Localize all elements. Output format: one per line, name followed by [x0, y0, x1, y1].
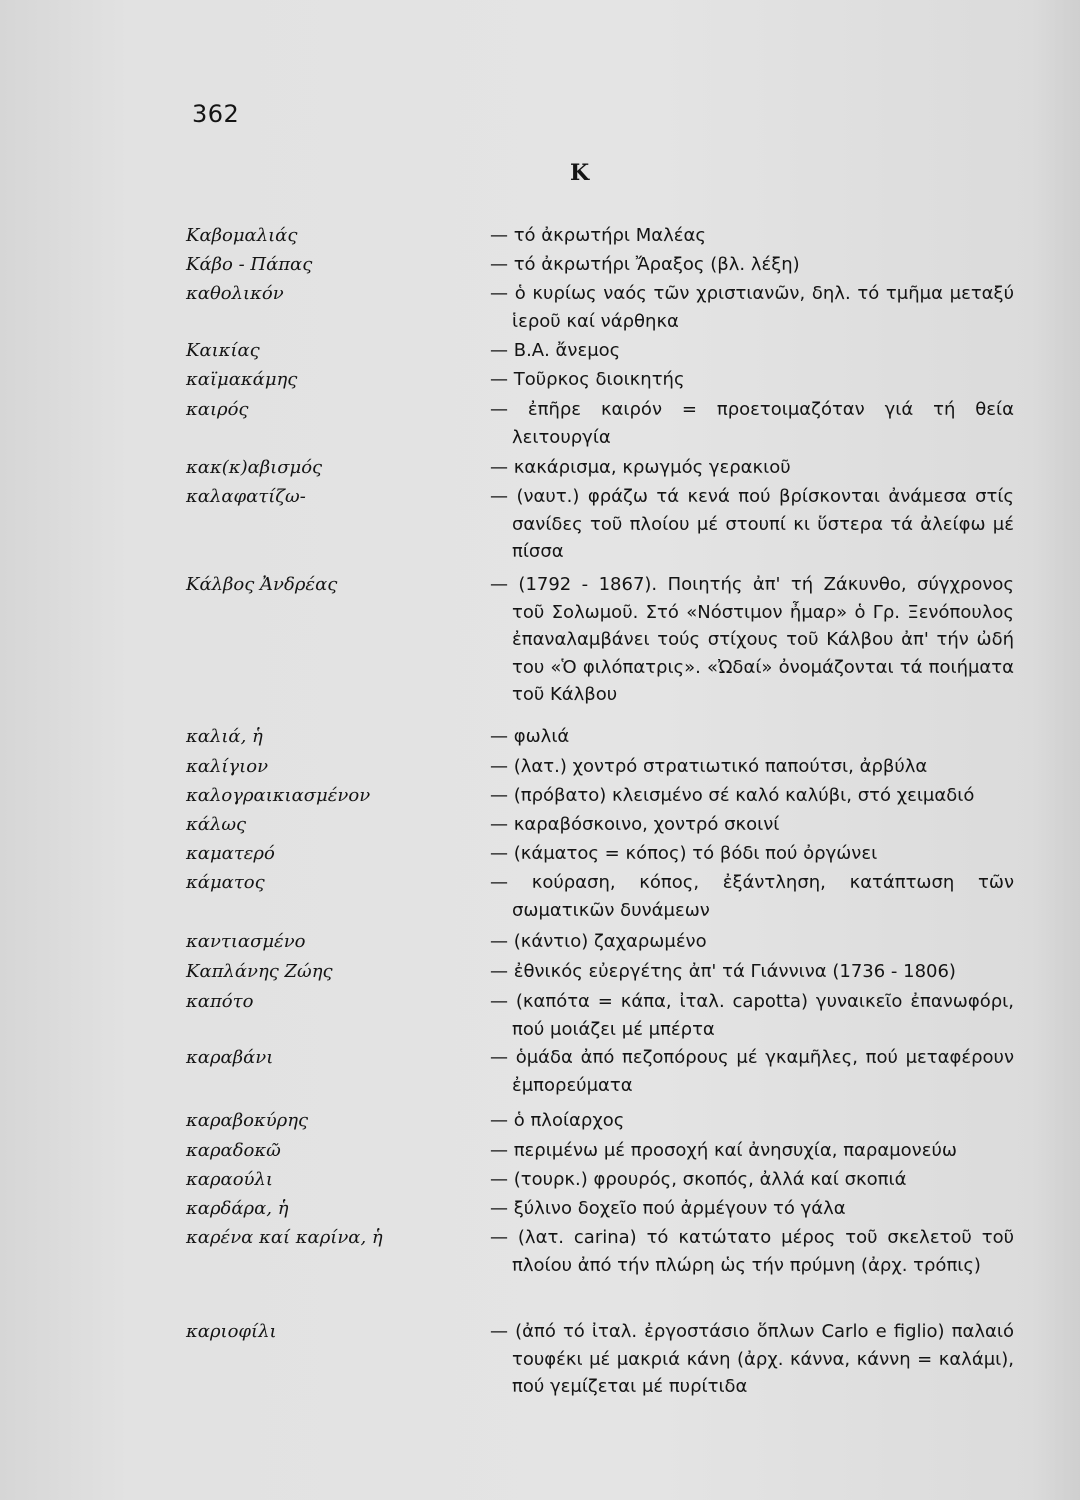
entry-term: κάλως [186, 814, 247, 835]
entry-definition: — τό ἀκρωτήρι Ἄραξος (βλ. λέξη) [490, 254, 800, 275]
page-number: 362 [192, 100, 240, 128]
entry-term: καιρός [186, 399, 249, 420]
entry-term: Κάβο - Πάπας [186, 254, 313, 275]
entry-term: Καικίας [186, 340, 260, 361]
entry-term: καλογραικιασμένον [186, 785, 371, 806]
entry-definition: — κακάρισμα, κρωγμός γερακιοῦ [490, 457, 791, 478]
page-shadow-edge [1032, 0, 1080, 1500]
entry-definition: — ἐπῆρε καιρόν = προετοιμαζόταν γιά τή θεία λειτουργία [490, 399, 1014, 448]
entry-definition: — (κάντιο) ζαχαρωμένο [490, 931, 707, 952]
entry-term: καπότο [186, 991, 254, 1012]
entry-term: καραβάνι [186, 1047, 274, 1068]
entry-term: Καβομαλιάς [186, 225, 298, 246]
entry-definition: — Β.Α. ἄνεμος [490, 340, 621, 361]
entry-definition: — (λατ.) χοντρό στρατιωτικό παπούτσι, ἀρβύλα [490, 756, 928, 777]
entry-definition: — ἐθνικός εὐεργέτης ἀπ' τά Γιάννινα (1736 - 1806) [490, 961, 956, 982]
entry-term: Καπλάνης Ζώης [186, 961, 333, 982]
entry-definition: — ξύλινο δοχεῖο πού ἀρμέγουν τό γάλα [490, 1198, 846, 1219]
entry-definition: — τό ἀκρωτήρι Μαλέας [490, 225, 706, 246]
entry-definition: — (καπότα = κάπα, ἰταλ. capotta) γυναικεῖο ἐπανωφόρι, πού μοιάζει μέ μπέρτα [490, 991, 1014, 1040]
entry-definition: — περιμένω μέ προσοχή καί ἀνησυχία, παραμονεύω [490, 1140, 957, 1161]
entry-definition: — (1792 - 1867). Ποιητής ἀπ' τή Ζάκυνθο, σύγχρονος τοῦ Σολωμοῦ. Στό «Νόστιμον ἦμαρ» ὁ Γρ. Ξενόπουλος ἐπαναλαμβάνει τούς στίχους τοῦ Κάλβου ἀπ' τήν ὠδή του «Ὁ φιλόπατρις». «Ὠδαί» ὀνομάζονται τά ποιήματα τοῦ Κάλβου [490, 574, 1014, 705]
entry-definition: — Τοῦρκος διοικητής [490, 369, 685, 390]
entry-definition: — καραβόσκοινο, χοντρό σκοινί [490, 814, 780, 835]
entry-definition: — (ἀπό τό ἰταλ. ἐργοστάσιο ὅπλων Carlo e figlio) παλαιό τουφέκι μέ μακριά κάνη (ἀρχ. κάννα, κάννη = καλάμι), πού γεμίζεται μέ πυρίτιδα [490, 1321, 1014, 1397]
entry-term: κάματος [186, 872, 265, 893]
entry-term: καϊμακάμης [186, 369, 298, 390]
section-letter: Κ [570, 160, 590, 186]
entry-term: κακ(κ)αβισμός [186, 457, 323, 478]
entry-term: καραδοκῶ [186, 1140, 281, 1161]
entry-term: καλίγιον [186, 756, 269, 777]
entry-definition: — κούραση, κόπος, ἐξάντληση, κατάπτωση τῶν σωματικῶν δυνάμεων [490, 872, 1014, 921]
entry-term: καθολικόν [186, 283, 284, 304]
entry-term: Κάλβος Ἀνδρέας [186, 574, 338, 595]
entry-definition: — ὁ κυρίως ναός τῶν χριστιανῶν, δηλ. τό τμῆμα μεταξύ ἱεροῦ καί νάρθηκα [490, 283, 1014, 332]
entry-term: καρδάρα, ἡ [186, 1198, 289, 1219]
entry-term: καματερό [186, 843, 275, 864]
entry-term: καλιά, ἡ [186, 726, 263, 747]
entry-definition: — (πρόβατο) κλεισμένο σέ καλό καλύβι, στό χειμαδιό [490, 785, 975, 806]
entry-term: καρένα καί καρίνα, ἡ [186, 1227, 383, 1248]
entry-term: καλαφατίζω- [186, 486, 306, 507]
entry-definition: — (ναυτ.) φράζω τά κενά πού βρίσκονται ἀνάμεσα στίς σανίδες τοῦ πλοίου μέ στουπί κι ὕστερα τά ἀλείφω μέ πίσσα [490, 486, 1014, 562]
entry-definition: — (τουρκ.) φρουρός, σκοπός, ἀλλά καί σκοπιά [490, 1169, 907, 1190]
entry-definition: — φωλιά [490, 726, 570, 747]
entry-definition: — (κάματος = κόπος) τό βόδι πού ὀργώνει [490, 843, 878, 864]
entry-definition: — ὁμάδα ἀπό πεζοπόρους μέ γκαμῆλες, πού μεταφέρουν ἐμπορεύματα [490, 1047, 1014, 1096]
entry-term: καντιασμένο [186, 931, 306, 952]
entry-definition: — (λατ. carina) τό κατώτατο μέρος τοῦ σκελετοῦ τοῦ πλοίου ἀπό τήν πλώρη ὡς τήν πρύμνη (ἀρχ. τρόπις) [490, 1227, 1014, 1276]
entry-definition: — ὁ πλοίαρχος [490, 1110, 625, 1131]
entry-term: καριοφίλι [186, 1321, 277, 1342]
entry-term: καραβοκύρης [186, 1110, 309, 1131]
entry-term: καραούλι [186, 1169, 273, 1190]
